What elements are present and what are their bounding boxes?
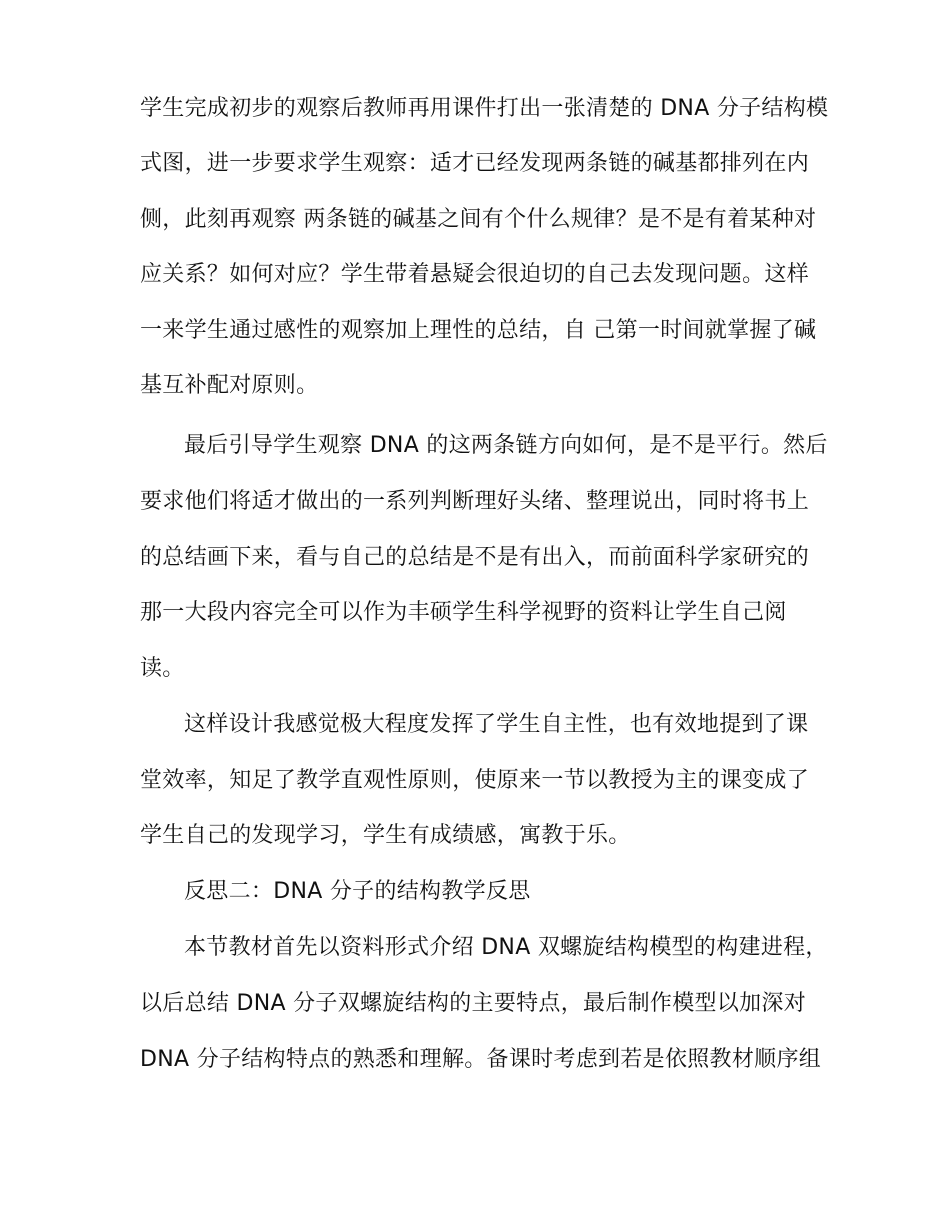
- section-heading: 反思二：DNA 分子的结构教学反思: [184, 879, 531, 904]
- text-line: 以后总结 DNA 分子双螺旋结构的主要特点，最后制作模型以加深对: [140, 991, 807, 1016]
- text-line: 的总结画下来，看与自己的总结是不是有出入，而前面科学家研究的: [140, 545, 810, 570]
- text-line: 读。: [140, 656, 185, 681]
- paragraph-first-line: 这样设计我感觉极大程度发挥了学生自主性，也有效地提到了课: [184, 712, 809, 737]
- text-line: 式图，进一步要求学生观察：适才已经发现两条链的碱基都排列在内: [140, 151, 810, 176]
- text-line: 那一大段内容完全可以作为丰硕学生科学视野的资料让学生自己阅: [140, 600, 787, 625]
- text-line: 堂效率，知足了教学直观性原则，使原来一节以教授为主的课变成了: [140, 768, 810, 793]
- paragraph-first-line: 本节教材首先以资料形式介绍 DNA 双螺旋结构模型的构建进程，: [184, 935, 828, 960]
- paragraph-first-line: 最后引导学生观察 DNA 的这两条链方向如何，是不是平行。然后: [184, 433, 828, 458]
- text-line: 学生完成初步的观察后教师再用课件打出一张清楚的 DNA 分子结构模: [140, 96, 829, 121]
- text-line: DNA 分子结构特点的熟悉和理解。备课时考虑到若是依照教材顺序组: [140, 1047, 822, 1072]
- text-line: 一来学生通过感性的观察加上理性的总结，自 己第一时间就掌握了碱: [140, 318, 817, 343]
- text-line: 基互补配对原则。: [140, 373, 319, 398]
- text-line: 学生自己的发现学习，学生有成绩感，寓教于乐。: [140, 823, 631, 848]
- text-line: 应关系？如何对应？学生带着悬疑会很迫切的自己去发现问题。这样: [140, 262, 810, 287]
- text-line: 侧，此刻再观察 两条链的碱基之间有个什么规律？是不是有着某种对: [140, 207, 817, 232]
- text-line: 要求他们将适才做出的一系列判断理好头绪、整理说出，同时将书上: [140, 489, 810, 514]
